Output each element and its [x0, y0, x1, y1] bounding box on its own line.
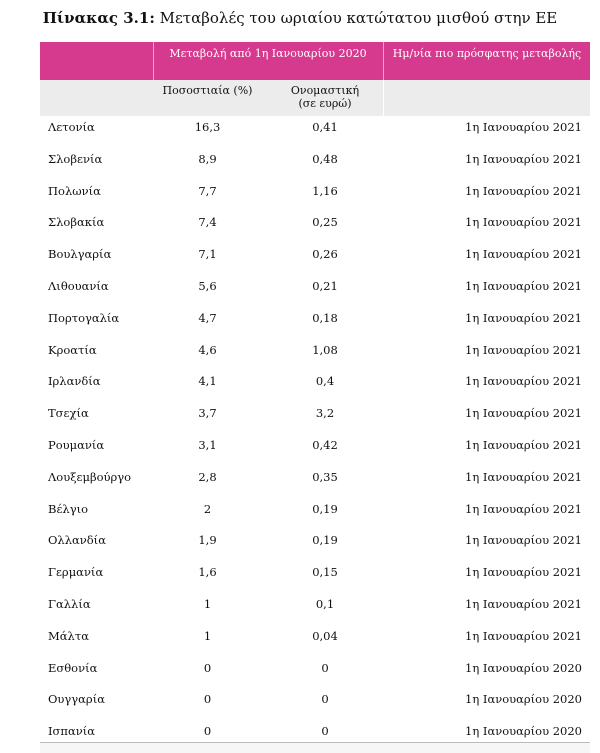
percent-cell: 7,4 — [198, 215, 217, 230]
percent-cell: 3,7 — [198, 406, 217, 421]
nominal-cell: 0,1 — [315, 596, 335, 611]
nominal-cell: 0 — [321, 692, 329, 707]
table-row — [40, 561, 590, 593]
nominal-cell: 0,18 — [312, 310, 338, 325]
country-cell: Ολλανδία — [48, 533, 106, 548]
subheader-separator — [383, 80, 384, 116]
nominal-cell: 1,16 — [312, 183, 338, 198]
date-cell: 1η Ιανουαρίου 2020 — [465, 692, 582, 707]
nominal-cell: 0,35 — [312, 469, 338, 484]
date-cell: 1η Ιανουαρίου 2021 — [465, 278, 582, 293]
table-row — [40, 593, 590, 625]
date-cell: 1η Ιανουαρίου 2021 — [465, 406, 582, 421]
caption-text: Μεταβολές του ωριαίου κατώτατου μισθού στην ΕΕ — [159, 9, 558, 27]
percent-cell: 7,1 — [198, 247, 217, 262]
percent-cell: 4,1 — [198, 374, 217, 389]
country-cell: Γαλλία — [48, 596, 91, 611]
nominal-cell: 0,04 — [312, 628, 338, 643]
table-row — [40, 688, 590, 720]
nominal-cell: 0 — [321, 660, 329, 675]
percent-cell: 1,6 — [198, 565, 217, 580]
table-row — [40, 402, 590, 434]
percent-cell: 0 — [203, 692, 212, 707]
country-cell: Εσθονία — [48, 660, 98, 675]
nominal-cell: 0,4 — [315, 374, 335, 389]
nominal-cell: 0,42 — [312, 437, 338, 452]
country-cell: Λιθουανία — [48, 278, 109, 293]
table-row — [40, 370, 590, 402]
country-cell: Τσεχία — [48, 406, 89, 421]
country-cell: Βουλγαρία — [48, 247, 112, 262]
header-latest-change-date: Ημ/νία πιο πρόσφατης μεταβολής — [392, 47, 582, 60]
date-cell: 1η Ιανουαρίου 2021 — [465, 596, 582, 611]
subheader-nominal-line1: Ονομαστική — [290, 84, 360, 97]
table-row — [40, 657, 590, 689]
date-cell: 1η Ιανουαρίου 2021 — [465, 183, 582, 198]
nominal-cell: 0,19 — [312, 533, 338, 548]
country-cell: Πολωνία — [48, 183, 101, 198]
percent-cell: 4,6 — [198, 342, 217, 357]
country-cell: Γερμανία — [48, 565, 104, 580]
percent-cell: 0 — [203, 660, 212, 675]
percent-cell: 3,1 — [198, 437, 217, 452]
country-cell: Μάλτα — [48, 628, 89, 643]
country-cell: Λετονία — [48, 120, 95, 134]
subheader-pct: Ποσοστιαία (%) — [162, 84, 253, 97]
percent-cell: 16,3 — [194, 120, 221, 134]
percent-cell: 2,8 — [198, 469, 217, 484]
date-cell: 1η Ιανουαρίου 2021 — [465, 247, 582, 262]
table-row — [40, 148, 590, 180]
nominal-cell: 0,15 — [312, 565, 338, 580]
date-cell: 1η Ιανουαρίου 2020 — [465, 660, 582, 675]
nominal-cell: 0,48 — [312, 151, 338, 166]
nominal-cell: 0,25 — [312, 215, 338, 230]
caption-label: Πίνακας 3.1: — [42, 9, 155, 27]
table-body — [40, 116, 590, 752]
table-caption — [0, 8, 600, 28]
nominal-cell: 3,2 — [315, 406, 335, 421]
date-cell: 1η Ιανουαρίου 2021 — [465, 120, 582, 134]
date-cell: 1η Ιανουαρίου 2021 — [465, 501, 582, 516]
nominal-cell: 1,08 — [312, 342, 338, 357]
date-cell: 1η Ιανουαρίου 2021 — [465, 628, 582, 643]
percent-cell: 8,9 — [198, 151, 217, 166]
date-cell: 1η Ιανουαρίου 2021 — [465, 437, 582, 452]
percent-cell: 4,7 — [198, 310, 217, 325]
country-cell: Σλοβενία — [48, 151, 103, 166]
table-row — [40, 529, 590, 561]
country-cell: Βέλγιο — [48, 501, 89, 516]
country-cell: Σλοβακία — [48, 215, 105, 230]
table-row — [40, 211, 590, 243]
table-row — [40, 339, 590, 371]
header-separator — [153, 42, 154, 80]
percent-cell: 1 — [203, 628, 212, 643]
country-cell: Λουξεμβούργο — [48, 469, 132, 484]
page-bottom-edge — [40, 742, 590, 753]
date-cell: 1η Ιανουαρίου 2021 — [465, 374, 582, 389]
table-header-bar — [40, 42, 590, 80]
country-cell: Ισπανία — [48, 724, 95, 739]
nominal-cell: 0,21 — [312, 278, 338, 293]
percent-cell: 0 — [203, 724, 212, 739]
header-change-group: Μεταβολή από 1η Ιανουαρίου 2020 — [169, 47, 367, 60]
percent-cell: 1 — [203, 596, 212, 611]
percent-cell: 1,9 — [198, 533, 217, 548]
date-cell: 1η Ιανουαρίου 2021 — [465, 469, 582, 484]
date-cell: 1η Ιανουαρίου 2020 — [465, 724, 582, 739]
table-subheader — [40, 80, 590, 116]
nominal-cell: 0,19 — [312, 501, 338, 516]
country-cell: Ουγγαρία — [48, 692, 105, 707]
country-cell: Ιρλανδία — [48, 374, 101, 389]
date-cell: 1η Ιανουαρίου 2021 — [465, 215, 582, 230]
nominal-cell: 0 — [321, 724, 329, 739]
percent-cell: 5,6 — [198, 278, 217, 293]
table-row — [40, 434, 590, 466]
table-row — [40, 625, 590, 657]
date-cell: 1η Ιανουαρίου 2021 — [465, 342, 582, 357]
date-cell: 1η Ιανουαρίου 2021 — [465, 533, 582, 548]
table-row — [40, 275, 590, 307]
table-row — [40, 466, 590, 498]
table-row — [40, 307, 590, 339]
country-cell: Κροατία — [48, 342, 97, 357]
table-row — [40, 498, 590, 530]
percent-cell: 2 — [203, 501, 212, 516]
nominal-cell: 0,41 — [312, 120, 338, 134]
nominal-cell: 0,26 — [312, 247, 338, 262]
date-cell: 1η Ιανουαρίου 2021 — [465, 151, 582, 166]
subheader-nominal — [270, 84, 380, 110]
table-row — [40, 243, 590, 275]
country-cell: Ρουμανία — [48, 437, 105, 452]
date-cell: 1η Ιανουαρίου 2021 — [465, 310, 582, 325]
table-row — [40, 116, 590, 148]
date-cell: 1η Ιανουαρίου 2021 — [465, 565, 582, 580]
table-row — [40, 180, 590, 212]
subheader-nominal-line2: (σε ευρώ) — [298, 97, 352, 110]
country-cell: Πορτογαλία — [48, 310, 120, 325]
percent-cell: 7,7 — [198, 183, 217, 198]
